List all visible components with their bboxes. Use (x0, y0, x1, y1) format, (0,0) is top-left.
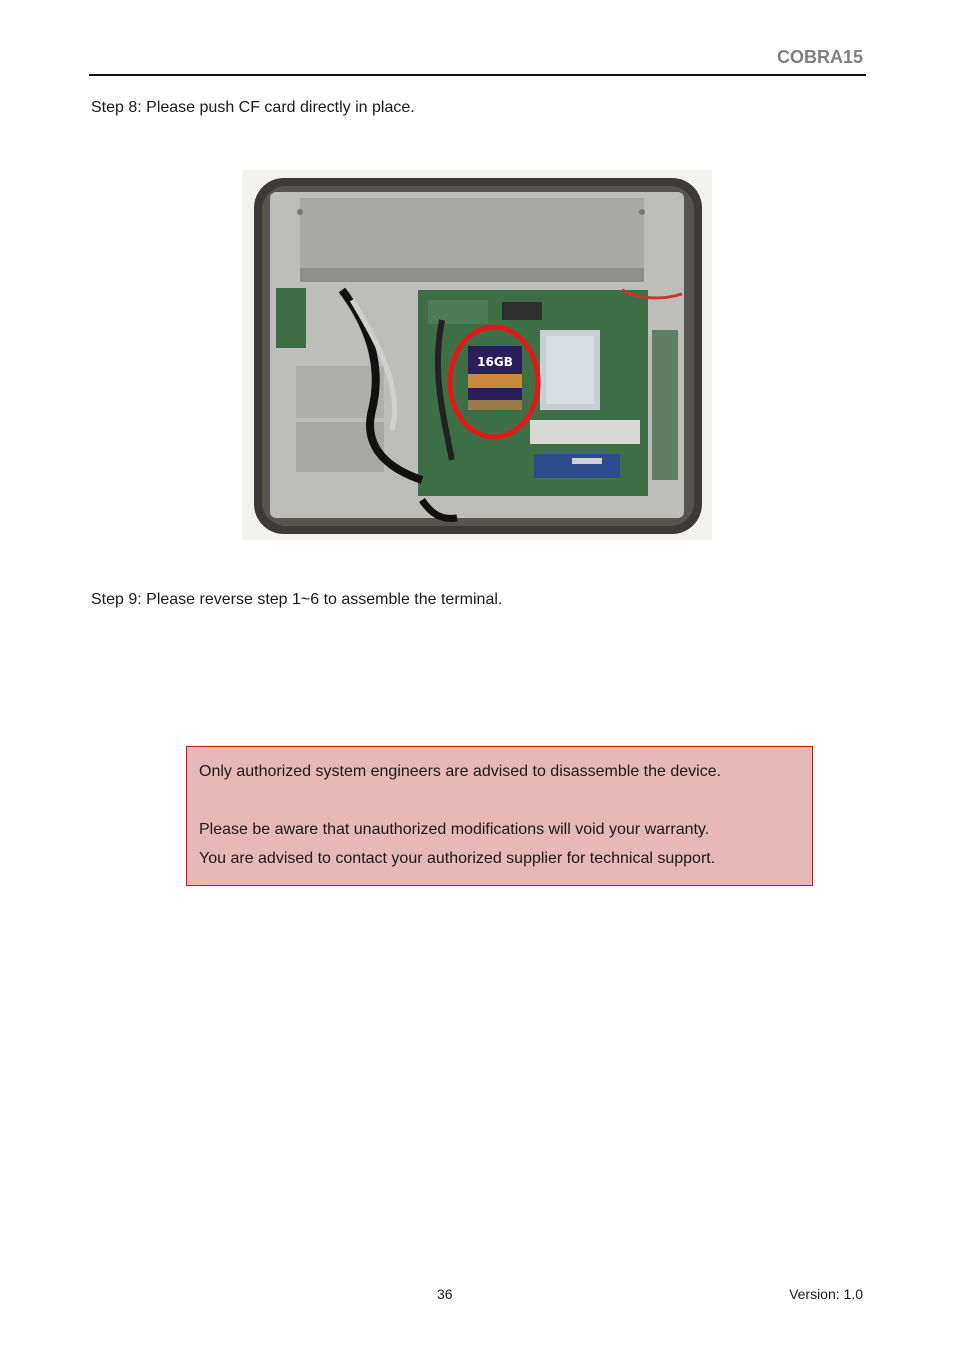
step-8-text: Step 8: Please push CF card directly in place. (91, 99, 415, 116)
version-label: Version: 1.0 (789, 1286, 863, 1302)
document-title: COBRA15 (776, 47, 863, 67)
warning-line-2: Please be aware that unauthorized modifications will void your warranty. (199, 821, 710, 838)
page-number: 36 (437, 1286, 453, 1302)
header-rule (89, 74, 866, 76)
warning-box (186, 746, 813, 886)
step-9-text: Step 9: Please reverse step 1~6 to assemble the terminal. (91, 591, 503, 608)
warning-line-1: Only authorized system engineers are advised to disassemble the device. (199, 763, 722, 780)
cf-card-label: 16GB (477, 355, 513, 369)
warning-line-3: You are advised to contact your authorized supplier for technical support. (199, 850, 716, 867)
cf-card-install-photo (242, 170, 712, 540)
